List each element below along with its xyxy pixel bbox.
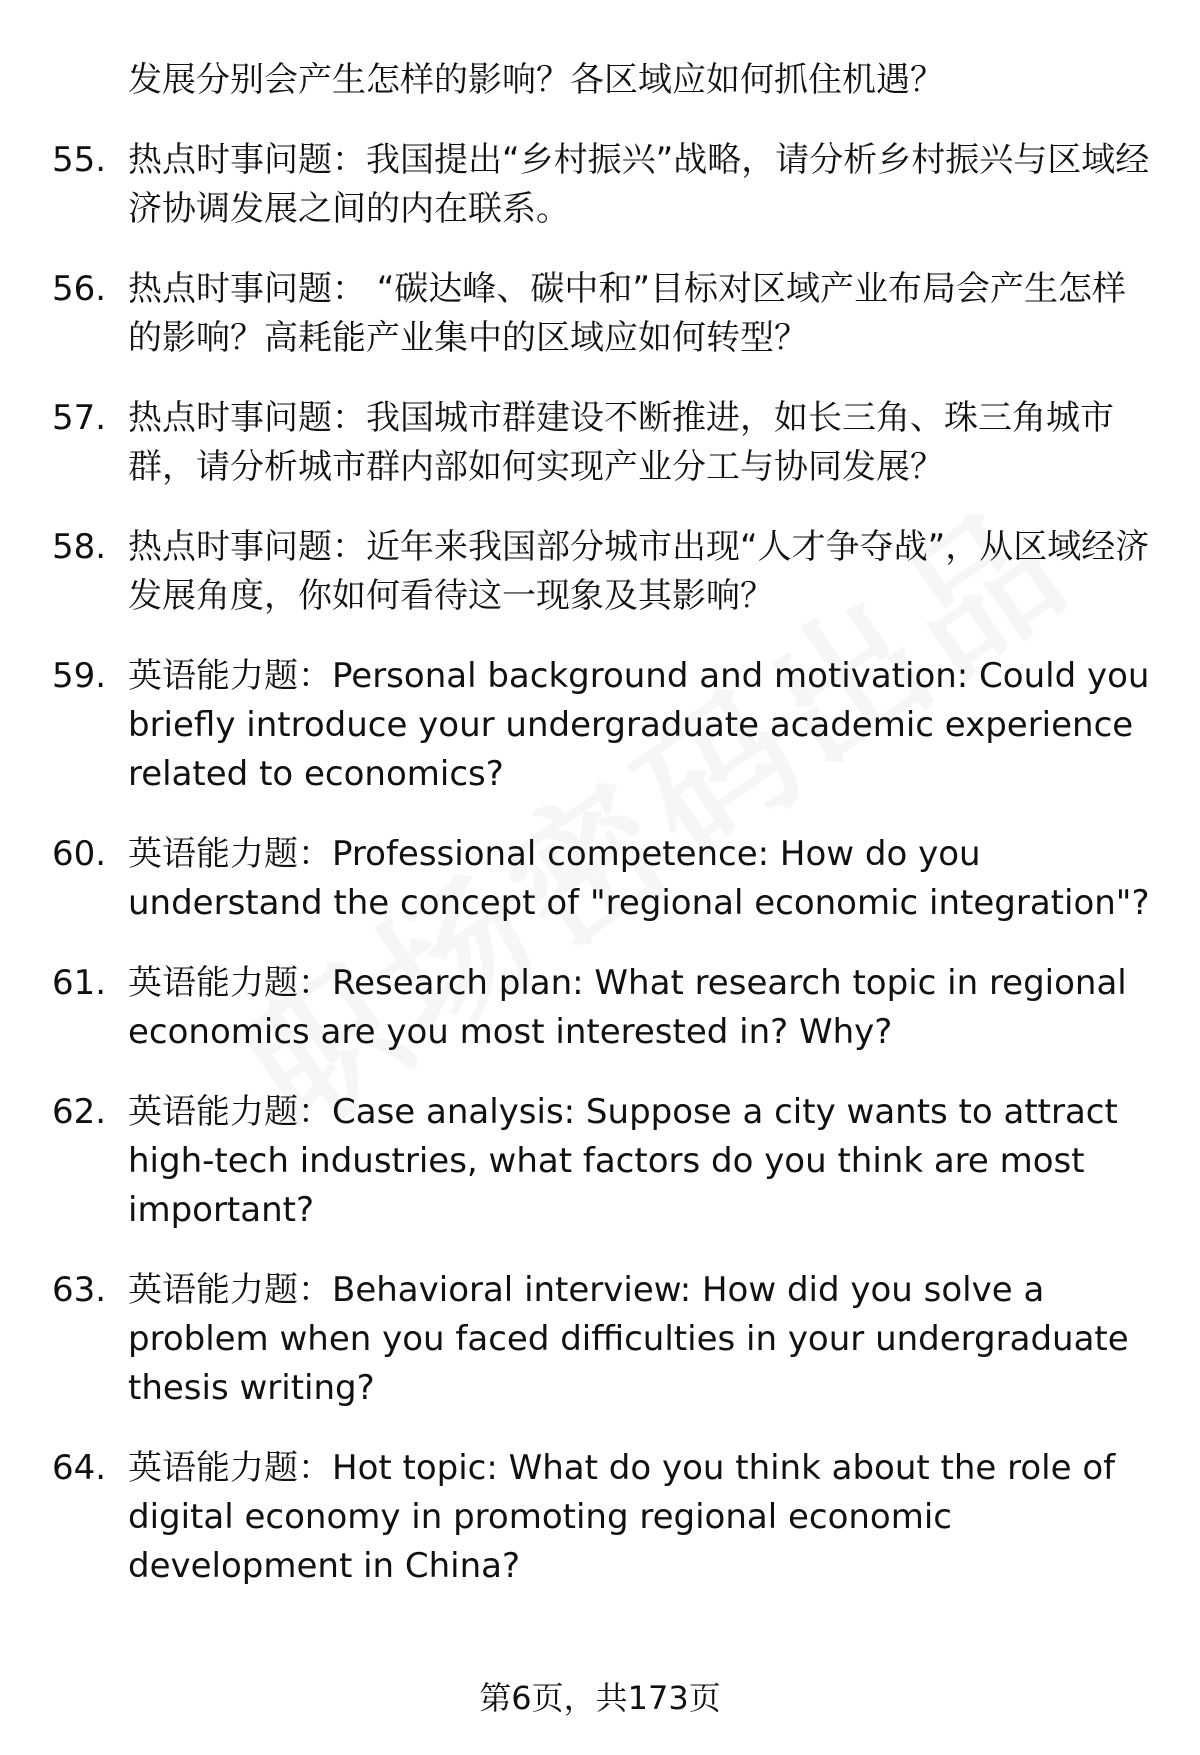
question-text: 热点时事问题： “碳达峰、碳中和”目标对区域产业布局会产生怎样的影响？高耗能产业集中的区域应如何转型？: [128, 269, 1127, 358]
question-text: 热点时事问题：近年来我国部分城市出现“人才争夺战”，从区域经济发展角度，你如何看待这一现象及其影响？: [128, 527, 1150, 616]
question-number: 62.: [52, 1092, 107, 1132]
question-number: 55.: [52, 140, 107, 180]
question-number: 63.: [52, 1270, 107, 1310]
question-text: 英语能力题：Behavioral interview: How did you solve a problem when you faced difficulties in your undergraduate thesis writing?: [128, 1270, 1129, 1408]
question-item: [0, 136, 1200, 234]
question-text: 英语能力题：Case analysis: Suppose a city wants to attract high-tech industries, what factors do you think are most important?: [128, 1092, 1118, 1230]
question-text: 英语能力题：Personal background and motivation: Could you briefly introduce your undergraduate academic experience related to economics?: [128, 656, 1150, 794]
question-item: [0, 652, 1200, 799]
question-item: [0, 1266, 1200, 1413]
question-item: [0, 394, 1200, 492]
question-item: [0, 265, 1200, 363]
question-number: 58.: [52, 527, 107, 567]
continuation-text: 发展分别会产生怎样的影响？各区域应如何抓住机遇？: [128, 60, 944, 100]
page-footer: 第6页，共173页: [479, 1679, 721, 1717]
question-text: 热点时事问题：我国提出“乡村振兴”战略，请分析乡村振兴与区域经济协调发展之间的内在联系。: [128, 140, 1150, 229]
question-item: [0, 830, 1200, 928]
question-item: [0, 523, 1200, 621]
question-list: [0, 55, 1200, 1622]
question-text: 热点时事问题：我国城市群建设不断推进，如长三角、珠三角城市群，请分析城市群内部如何实现产业分工与协同发展？: [128, 398, 1114, 487]
question-text: 英语能力题：Professional competence: How do you understand the concept of "regional economic integration"?: [128, 834, 1150, 923]
question-number: 56.: [52, 269, 107, 309]
question-item: [0, 959, 1200, 1057]
question-text: 英语能力题：Hot topic: What do you think about the role of digital economy in promoting regional economic development in China?: [128, 1448, 1116, 1586]
question-number: 60.: [52, 834, 107, 874]
question-number: 61.: [52, 963, 107, 1003]
question-item: [0, 1088, 1200, 1235]
question-number: 59.: [52, 656, 107, 696]
question-item: [0, 1444, 1200, 1591]
question-number: 64.: [52, 1448, 107, 1488]
question-number: 57.: [52, 398, 107, 438]
question-text: 英语能力题：Research plan: What research topic in regional economics are you most interested in? Why?: [128, 963, 1127, 1052]
